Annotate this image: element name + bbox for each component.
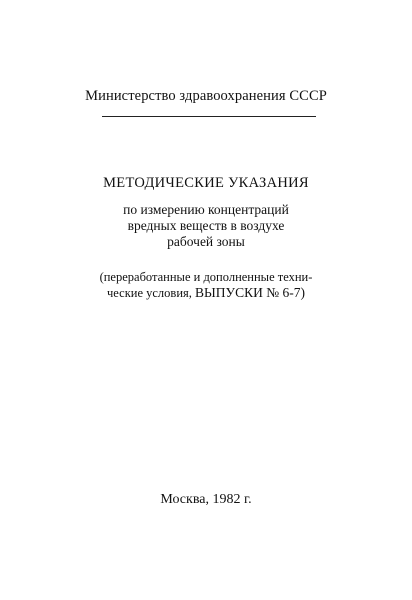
ministry-heading: Министерство здравоохранения СССР bbox=[85, 88, 327, 104]
edition-note-prefix: ческие условия, bbox=[107, 286, 196, 300]
edition-note-line-2 bbox=[0, 285, 412, 301]
subtitle-line-1: по измерению концентраций bbox=[123, 202, 289, 217]
edition-note bbox=[0, 269, 412, 301]
document-title: МЕТОДИЧЕСКИЕ УКАЗАНИЯ bbox=[103, 175, 309, 191]
edition-note-line-1: (переработанные и дополненные техни- bbox=[99, 270, 313, 284]
subtitle-line-3: рабочей зоны bbox=[167, 234, 245, 249]
document-subtitle bbox=[0, 202, 412, 250]
issues-label: ВЫПУСКИ № 6-7) bbox=[195, 285, 305, 300]
subtitle-line-2: вредных веществ в воздухе bbox=[127, 218, 285, 233]
heading-divider bbox=[102, 116, 316, 117]
place-and-year: Москва, 1982 г. bbox=[160, 492, 252, 507]
